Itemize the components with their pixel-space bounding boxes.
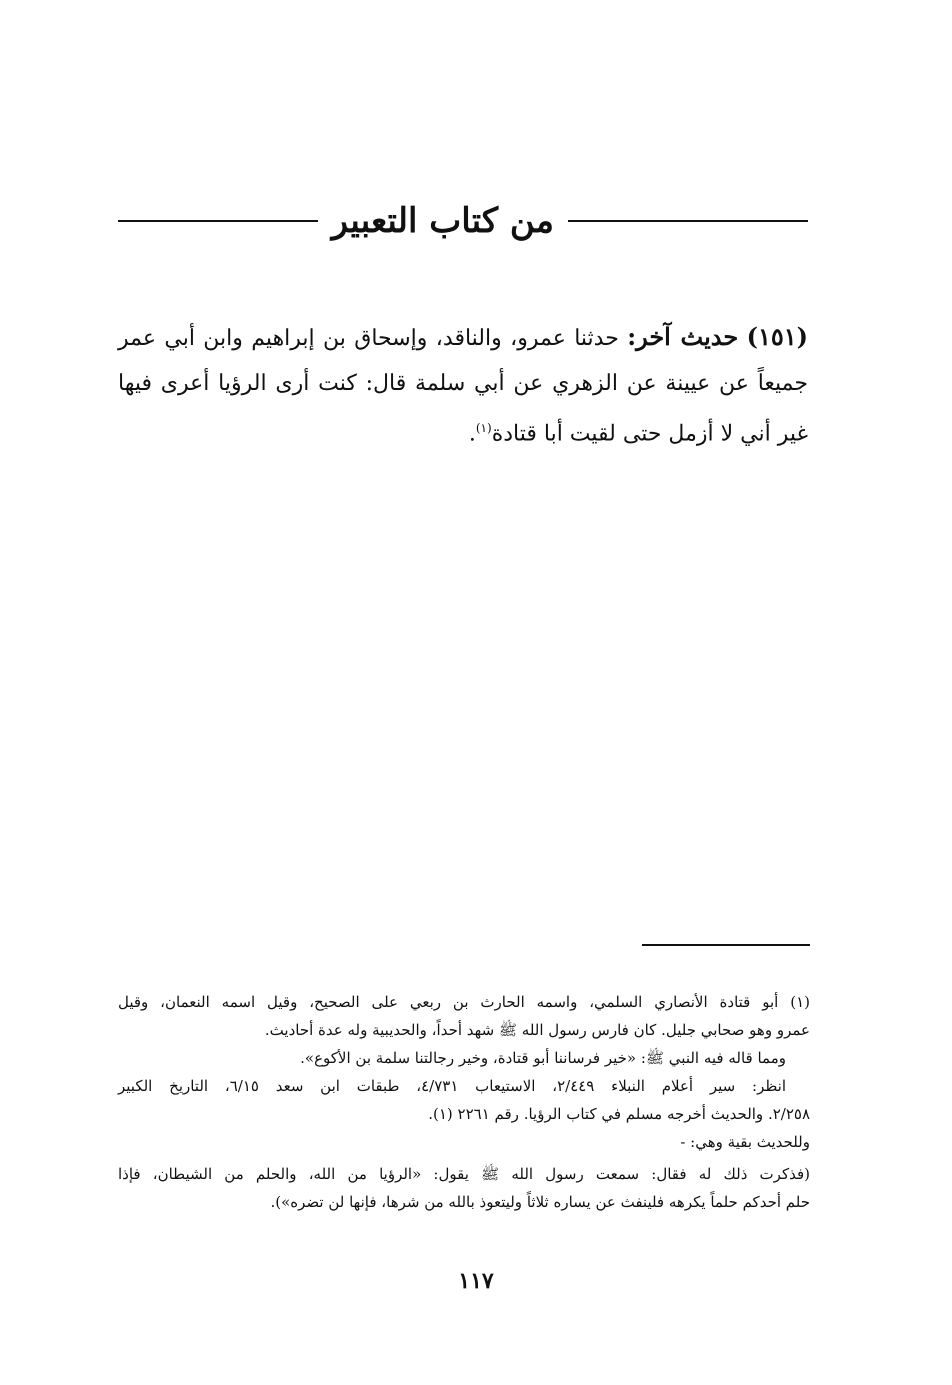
header-rule-right [568, 220, 808, 222]
hadith-end: . [468, 421, 476, 447]
header-rule-left [118, 220, 318, 222]
hadith-text [118, 314, 808, 456]
hadith-number: (١٥١) [746, 322, 809, 351]
page-number: ١١٧ [458, 1268, 494, 1294]
chapter-header [118, 196, 808, 246]
footnote-line: وللحديث بقية وهي: - [680, 1133, 810, 1151]
footnote-line: (فذكرت ذلك له فقال: سمعت رسول الله ﷺ يقول: «الرؤيا من الله، والحلم من الشيطان، فإذا [118, 1165, 810, 1183]
footnote-reference: (١) [475, 421, 492, 435]
footnote-line: حلم أحدكم حلماً يكرهه فلينفث عن يساره ثلاثاً وليتعوذ بالله من شرها، فإنها لن تضره»). [270, 1193, 810, 1211]
footnote-line: (١) أبو قتادة الأنصاري السلمي، واسمه الحارث بن ربعي على الصحيح، وقيل اسمه النعمان، وقيل [118, 993, 810, 1011]
hadith-body: حدثنا عمرو، والناقد، وإسحاق بن إبراهيم وابن أبي عمر جميعاً عن عيينة عن الزهري عن أبي سلمة قال: كنت أرى الرؤيا أعرى فيها غير أني لا أزمل حتى لقيت أبا قتادة [118, 326, 808, 447]
footnotes [118, 988, 810, 1216]
hadith-title: حديث آخر: [627, 322, 739, 351]
chapter-title: من كتاب التعبير [331, 201, 554, 241]
footnote-line: ٢/٢٥٨. والحديث أخرجه مسلم في كتاب الرؤيا. رقم ٢٢٦١ (١). [428, 1105, 810, 1123]
footnote-line: انظر: سير أعلام النبلاء ٢/٤٤٩، الاستيعاب ٤/٧٣١، طبقات ابن سعد ٦/١٥، التاريخ الكبير [118, 1077, 786, 1095]
footnote-separator [642, 944, 810, 946]
footnote-line: عمرو وهو صحابي جليل. كان فارس رسول الله ﷺ شهد أحداً، والحديبية وله عدة أحاديث. [264, 1021, 810, 1039]
footnote-line: ومما قاله فيه النبي ﷺ: «خير فرساننا أبو قتادة، وخير رجالتنا سلمة بن الأكوع». [300, 1049, 786, 1067]
